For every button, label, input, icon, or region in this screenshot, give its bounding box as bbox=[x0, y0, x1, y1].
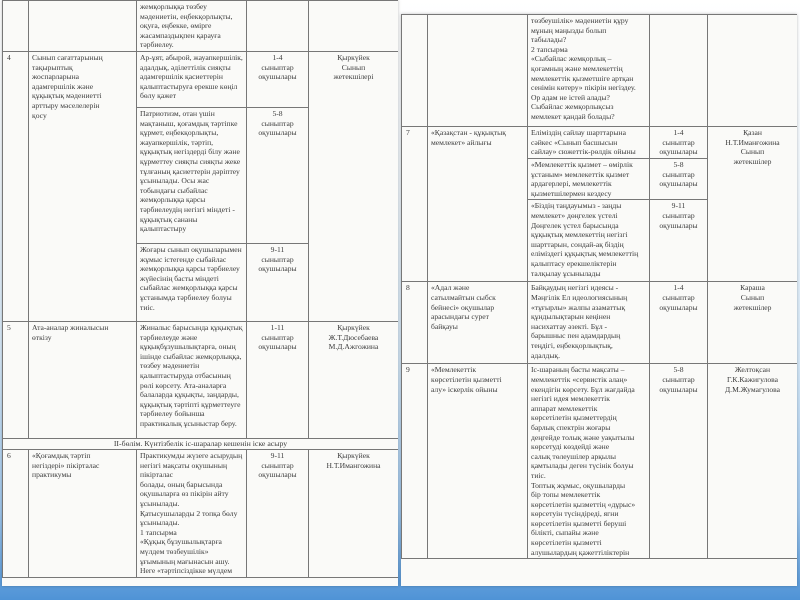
grade-cell: 1-4 сыныптар оқушылары bbox=[650, 127, 708, 159]
grade-cell: 9-11 сыныптар оқушылары bbox=[247, 243, 309, 321]
grade-cell: 5-8 сыныптар оқушылары bbox=[247, 107, 309, 243]
table-row bbox=[402, 15, 798, 127]
table-row bbox=[402, 282, 798, 364]
table-row bbox=[3, 321, 399, 438]
activity-cell: Практикумды жүзеге асырудың негізгі мақсаты оқушының пікірталас болады, оның барысында оқушыларға өз пікірін айту ұсынылады. Қатысушыларды 2 топқа бөлу ұсынылады. 1 тапсырма «Құқық бұзушылықтарға мүлдем төзбеушілік» ұғымының мағынасын ашу. Неге «тәртіпсіздікке мүлдем bbox=[137, 449, 247, 577]
left-document-page bbox=[2, 0, 398, 586]
activity-cell: Жиналыс барысында құқықтық тәрбиелеуде және құқықбұзушылықтарға, оның ішінде сыбайлас жемқорлыққа, төзбеу мәдениетін қалыптастыруда отбасының рөлі көрсету. Ата-аналарға балаларда құқықты, заңдарды, құқықтық тәртіпті құрметтеуге тәрбиелеу бойынша практикалық ұсыныстар беру. bbox=[137, 321, 247, 438]
responsible-cell: Желтоқсан Г.К.Кажигулова Д.М.Жумагулова bbox=[708, 364, 798, 559]
row-number: 6 bbox=[3, 449, 29, 577]
grade-cell: 1-4 сыныптар оқушылары bbox=[650, 282, 708, 364]
activity-cell: жемқорлыққа төзбеу мәдениетін, еңбекқорлықты, оқуға, еңбекке, өмірге жасампаздықпен қарауға тәрбиелеу. bbox=[137, 1, 247, 52]
responsible-cell: Қазан Н.Т.Иманғожина Сынып жетекшілер bbox=[708, 127, 798, 282]
row-number: 4 bbox=[3, 51, 29, 321]
event-cell: «Қоғамдық тәртіп негіздері» пікірталас практикумы bbox=[29, 449, 137, 577]
row-number: 8 bbox=[402, 282, 428, 364]
activity-cell: төзбеушілік» мәдениетін құру мұның маңызды болып табылады? 2 тапсырма «Сыбайлас жемқорлық – қоғамның және мемлекеттің мемлекеттік қызметшіге артқан сенімін көтеру» пікірін негіздеу. Ор адам не істей алады? Сыбайлас жемқорлықсыз мемлекет қандай болады? bbox=[528, 15, 650, 127]
table-row bbox=[3, 1, 399, 52]
grade-cell: 9-11 сыныптар оқушылары bbox=[247, 449, 309, 577]
activity-cell: Жоғары сынып оқушыларымен жұмыс істегенде сыбайлас жемқорлыққа қарсы тәрбиелеу жүйесінің басты міндеті сыбайлас жемқорлыққа қарсы ұстанымда тәрбиелеу болуы тиіс. bbox=[137, 243, 247, 321]
event-cell: «Мемлекеттік көрсетілетін қызметті алу» іскерлік ойыны bbox=[428, 364, 528, 559]
table-row bbox=[3, 51, 399, 107]
grade-cell: 9-11 сыныптар оқушылары bbox=[650, 200, 708, 282]
responsible-cell: Қыркүйек Сынып жетекшілері bbox=[309, 51, 399, 321]
plan-table-right bbox=[401, 14, 797, 559]
activity-cell: Еліміздің сайлау шарттарына сәйкес «Сынып басшысын сайлау» сюжеттік-рөлдік ойыны bbox=[528, 127, 650, 159]
activity-cell: «Мемлекеттік қызмет – өмірлік ұстаным» мемлекеттік қызмет ардагерлері, мемлекеттік қызметшілермен кездесу bbox=[528, 159, 650, 200]
grade-cell: 1-4 сыныптар оқушылары bbox=[247, 51, 309, 107]
row-number: 9 bbox=[402, 364, 428, 559]
table-row bbox=[402, 364, 798, 559]
responsible-cell: Караша Сынып жетекшілер bbox=[708, 282, 798, 364]
table-row bbox=[402, 127, 798, 159]
activity-cell: Іс-шараның басты мақсаты – мемлекеттік «сервистік алаң» екендігін көрсету. Бұл жағдайда негізгі идея мемлекеттік аппарат мемлекеттік көрсетілетін қызметтердің барлық спектрін жоғары деңгейде толық және уақытылы көрсетуді көздейді және салық төлеушілер арқылы қамтылады деген түсінік болуы тиіс. Топтық жұмыс, оқушыларды бір топы мемлекеттік көрсетілетін қызметтің «дұрыс» көрсетуін түсіндіреді, ягни көрсетілетін қызметті беруші білікті, сыпайы және көрсетілетін қызметті алушылардың қажеттіліктерін bbox=[528, 364, 650, 559]
table-row bbox=[3, 449, 399, 577]
activity-cell: Патриотизм, отан үшін мақтаныш, қоғамдық тәртіпке құрмет, еңбекқорлықты, жауапкершілік, тәртіп, құқықтық негіздерді білу және құрметтеу сияқты сияқты жеке тұлғаның қасиеттерін дәріптеу ұсынылады. Осы жас тобындағы сыбайлас жемқорлыққа қарсы тәрбиелеудің негізгі міндеті - құқықтық сананы қалыптастыру bbox=[137, 107, 247, 243]
responsible-cell: Қыркүйек Н.Т.Имангожина bbox=[309, 449, 399, 577]
event-cell: «Адал және сатылмайтын сыбск бейнесі» оқушылар арасындағы сурет байқауы bbox=[428, 282, 528, 364]
event-cell: Ата-аналар жиналысын өткізу bbox=[29, 321, 137, 438]
activity-cell: Ар-ұят, абырой, жауапкершілік, адалдық, әділеттілік сияқты адамгершілік қасиеттерін қалыптастыруға ерекше көңіл бөлу қажет bbox=[137, 51, 247, 107]
section-heading: ІІ-бөлім. Күнтізбелік іс-шаралар кешенін іске асыру bbox=[3, 438, 399, 449]
grade-cell: 5-8 сыныптар оқушылары bbox=[650, 364, 708, 559]
grade-cell: 1-11 сыныптар оқушылары bbox=[247, 321, 309, 438]
grade-cell: 5-8 сыныптар оқушылары bbox=[650, 159, 708, 200]
row-number: 5 bbox=[3, 321, 29, 438]
row-number: 7 bbox=[402, 127, 428, 282]
right-document-page bbox=[401, 14, 797, 586]
event-cell: «Қазақстан - құқықтық мемлекет» айлығы bbox=[428, 127, 528, 282]
event-cell: Сынып сағаттарының тақырыптық жоспарларына адамгершілік және құқықтық мәдениетті арттыру мәселелерін қосу bbox=[29, 51, 137, 321]
activity-cell: Байқаудың негізгі идеясы - Мәңгілік Ел идеологиясының «тұғырлы» жалпы азаматтық құндылықтарын кеңінен насихаттау әзекті. Бұл - барышныс пен адамдардың теңдігі, еңбекқорлықтық, адалдық. bbox=[528, 282, 650, 364]
plan-table-left bbox=[2, 0, 398, 578]
activity-cell: «Біздің таңдауымыз - заңды мемлекет» дөңгелек үстелі Дөңгелек үстел барысында құқықтық мемлекеттің негізгі шарттарын, сондай-ақ біздің еліміздегі құқықтық мемлекеттің қалыптасу ерекшеліктерін талқылау ұсынылады bbox=[528, 200, 650, 282]
responsible-cell: Қыркүйек Ж.Т.Дюсебаева М.Д.Ажгожина bbox=[309, 321, 399, 438]
section-heading-row bbox=[3, 438, 399, 449]
